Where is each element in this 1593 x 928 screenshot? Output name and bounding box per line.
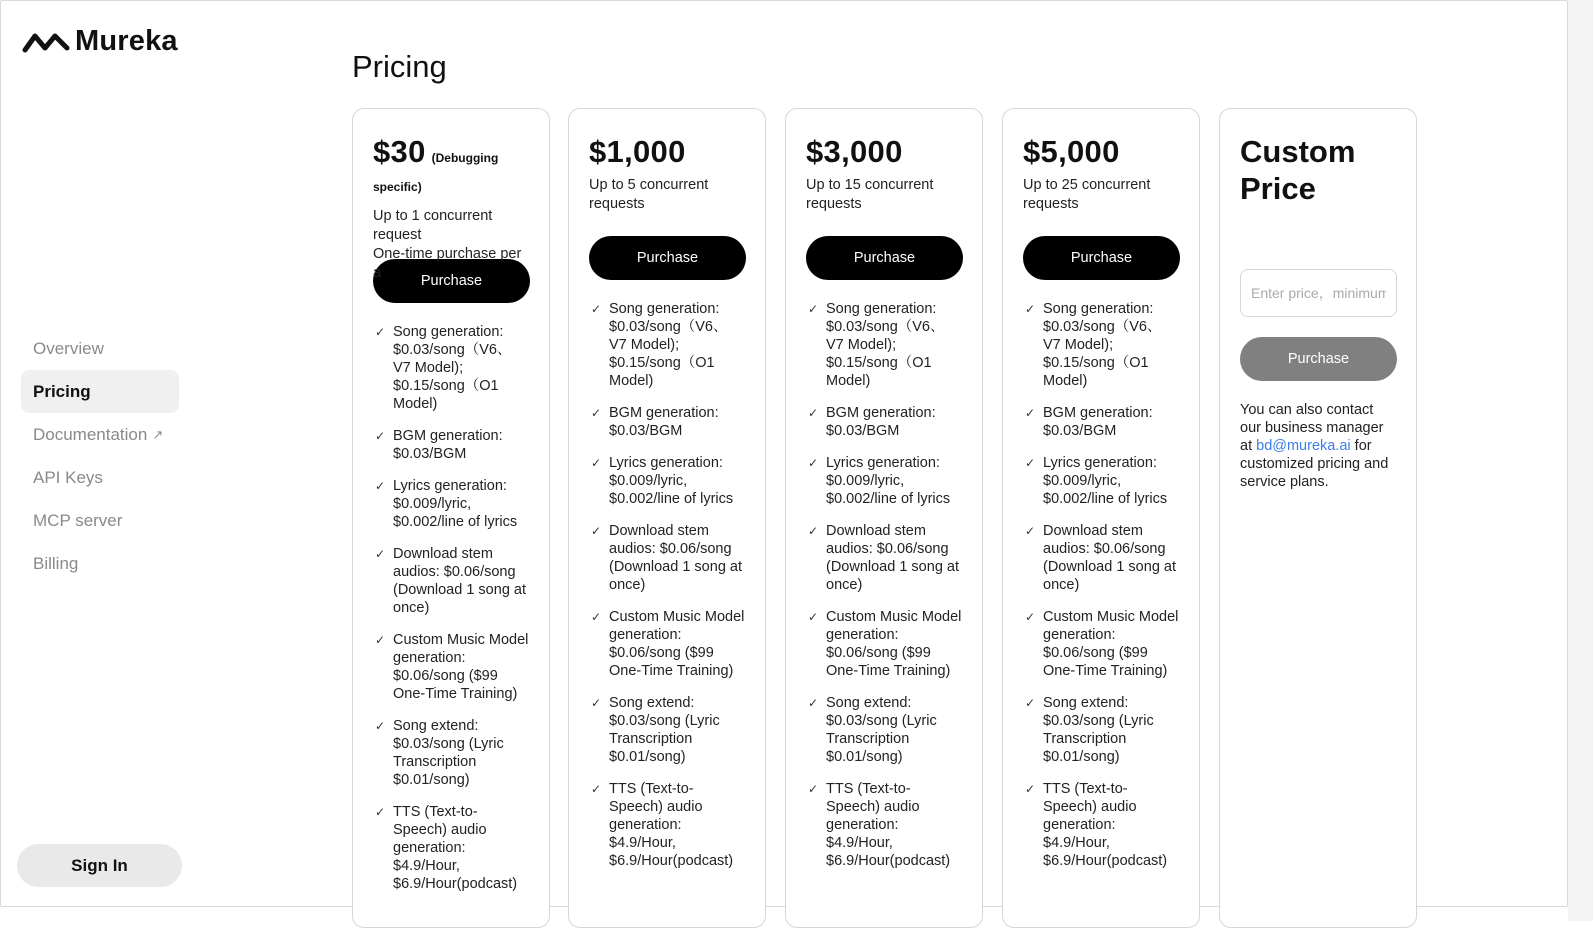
- feature-item: ✓ Lyrics generation: $0.009/lyric, $0.002/line of lyrics: [591, 455, 734, 508]
- feature-item: ✓ TTS (Text-to-Speech) audio generation: $4.9/Hour, $6.9/Hour(podcast): [1025, 781, 1168, 870]
- check-icon: ✓: [1025, 782, 1036, 797]
- page-title: Pricing: [352, 49, 447, 84]
- custom-price-title: Custom Price: [1240, 134, 1356, 206]
- check-icon: ✓: [375, 479, 386, 494]
- feature-item: ✓ BGM generation: $0.03/BGM: [808, 405, 936, 440]
- feature-item: ✓ BGM generation: $0.03/BGM: [591, 405, 719, 440]
- check-icon: ✓: [375, 805, 386, 820]
- feature-item: ✓ Lyrics generation: $0.009/lyric, $0.002/line of lyrics: [375, 478, 518, 531]
- plan-card-custom: [1219, 108, 1417, 928]
- feature-list: [589, 300, 745, 870]
- check-icon: ✓: [808, 456, 819, 471]
- purchase-button[interactable]: Purchase: [373, 259, 530, 303]
- feature-item: ✓ Song generation: $0.03/song（V6、V7 Model); $0.15/song（O1 Model): [1025, 301, 1162, 390]
- sidebar-item-billing[interactable]: [21, 542, 179, 585]
- check-icon: ✓: [375, 719, 386, 734]
- feature-item: ✓ Download stem audios: $0.06/song (Download 1 song at once): [808, 523, 959, 594]
- feature-item: ✓ Lyrics generation: $0.009/lyric, $0.002/line of lyrics: [1025, 455, 1168, 508]
- feature-item: ✓ Lyrics generation: $0.009/lyric, $0.002/line of lyrics: [808, 455, 951, 508]
- plan-card-5000: [1002, 108, 1200, 928]
- check-icon: ✓: [808, 782, 819, 797]
- check-icon: ✓: [375, 633, 386, 648]
- sidebar-item-api-keys[interactable]: [21, 456, 179, 499]
- sign-in-button[interactable]: Sign In: [17, 844, 182, 887]
- plan-price-note-2: specific): [373, 180, 422, 195]
- check-icon: ✓: [808, 696, 819, 711]
- plan-card-30: [352, 108, 550, 928]
- sidebar-nav: [21, 327, 179, 585]
- sidebar-item-label: API Keys: [33, 467, 103, 487]
- feature-item: ✓ Custom Music Model generation: $0.06/song ($99 One-Time Training): [1025, 609, 1179, 680]
- plan-price: $30 (Debugging: [373, 134, 499, 169]
- plan-card-3000: [785, 108, 983, 928]
- purchase-button[interactable]: Purchase: [806, 236, 963, 280]
- feature-item: ✓ Custom Music Model generation: $0.06/song ($99 One-Time Training): [375, 632, 529, 703]
- mureka-waveform-logo-icon: [23, 31, 71, 53]
- plan-price: $1,000: [589, 134, 686, 169]
- check-icon: ✓: [591, 524, 602, 539]
- check-icon: ✓: [591, 696, 602, 711]
- feature-item: ✓ TTS (Text-to-Speech) audio generation: $4.9/Hour, $6.9/Hour(podcast): [808, 781, 951, 870]
- sidebar-item-documentation[interactable]: [21, 413, 179, 456]
- sidebar-item-overview[interactable]: [21, 327, 179, 370]
- feature-item: ✓ Custom Music Model generation: $0.06/song ($99 One-Time Training): [808, 609, 962, 680]
- feature-list: [373, 323, 529, 893]
- feature-item: ✓ Download stem audios: $0.06/song (Download 1 song at once): [1025, 523, 1176, 594]
- plan-concurrency: Up to 15 concurrent requests: [806, 177, 934, 213]
- feature-list: [806, 300, 962, 870]
- check-icon: ✓: [1025, 406, 1036, 421]
- feature-item: ✓ BGM generation: $0.03/BGM: [1025, 405, 1153, 440]
- plan-price: $3,000: [806, 134, 903, 169]
- window-edge: [1568, 0, 1593, 921]
- check-icon: ✓: [375, 547, 386, 562]
- feature-item: ✓ Custom Music Model generation: $0.06/song ($99 One-Time Training): [591, 609, 745, 680]
- feature-item: ✓ Song extend: $0.03/song (Lyric Transcription $0.01/song): [1025, 695, 1154, 766]
- feature-item: ✓ Song extend: $0.03/song (Lyric Transcription $0.01/song): [591, 695, 720, 766]
- feature-item: ✓ Song generation: $0.03/song（V6、V7 Model); $0.15/song（O1 Model): [375, 324, 512, 413]
- feature-item: ✓ BGM generation: $0.03/BGM: [375, 428, 503, 463]
- check-icon: ✓: [591, 782, 602, 797]
- feature-item: ✓ Song extend: $0.03/song (Lyric Transcription $0.01/song): [808, 695, 937, 766]
- sidebar-item-label: Documentation: [33, 424, 148, 444]
- plan-price-note: (Debugging: [431, 151, 499, 165]
- feature-item: ✓ Song generation: $0.03/song（V6、V7 Model); $0.15/song（O1 Model): [591, 301, 728, 390]
- check-icon: ✓: [808, 524, 819, 539]
- check-icon: ✓: [591, 456, 602, 471]
- check-icon: ✓: [1025, 456, 1036, 471]
- feature-item: ✓ Song extend: $0.03/song (Lyric Transcription $0.01/song): [375, 718, 504, 789]
- brand-name: Mureka: [75, 25, 178, 57]
- contact-note: You can also contact our business manager at bd@mureka.ai for customized pricing and service plans.: [1240, 402, 1389, 490]
- check-icon: ✓: [591, 610, 602, 625]
- check-icon: ✓: [808, 302, 819, 317]
- sidebar-item-label: Overview: [33, 338, 104, 358]
- feature-item: ✓ TTS (Text-to-Speech) audio generation: $4.9/Hour, $6.9/Hour(podcast): [375, 804, 518, 893]
- sidebar-item-label: Billing: [33, 553, 79, 573]
- custom-purchase-button[interactable]: Purchase: [1240, 337, 1397, 381]
- sidebar-item-label: Pricing: [33, 381, 91, 401]
- plan-price: $5,000: [1023, 134, 1120, 169]
- sidebar-item-label: MCP server: [33, 510, 123, 530]
- check-icon: ✓: [591, 302, 602, 317]
- plan-concurrency: Up to 5 concurrent requests: [589, 177, 709, 213]
- check-icon: ✓: [1025, 524, 1036, 539]
- plan-concurrency: Up to 25 concurrent requests: [1023, 177, 1151, 213]
- sidebar-item-mcp-server[interactable]: [21, 499, 179, 542]
- sidebar-item-pricing[interactable]: [21, 370, 179, 413]
- feature-list: [1023, 300, 1179, 870]
- plan-onetime-note: One-time purchase per a: [373, 246, 522, 282]
- plan-card-1000: [568, 108, 766, 928]
- check-icon: ✓: [1025, 610, 1036, 625]
- check-icon: ✓: [1025, 696, 1036, 711]
- custom-price-input[interactable]: [1240, 269, 1397, 317]
- check-icon: ✓: [591, 406, 602, 421]
- purchase-button[interactable]: Purchase: [589, 236, 746, 280]
- check-icon: ✓: [808, 610, 819, 625]
- feature-item: ✓ Song generation: $0.03/song（V6、V7 Model); $0.15/song（O1 Model): [808, 301, 945, 390]
- check-icon: ✓: [375, 429, 386, 444]
- check-icon: ✓: [375, 325, 386, 340]
- contact-email-link[interactable]: bd@mureka.ai: [1256, 438, 1351, 454]
- feature-item: ✓ Download stem audios: $0.06/song (Download 1 song at once): [591, 523, 742, 594]
- plan-concurrency: Up to 1 concurrent request: [373, 208, 493, 244]
- purchase-button[interactable]: Purchase: [1023, 236, 1180, 280]
- brand-logo[interactable]: [23, 25, 178, 58]
- external-link-icon: ↗: [152, 426, 164, 442]
- feature-item: ✓ Download stem audios: $0.06/song (Download 1 song at once): [375, 546, 526, 617]
- check-icon: ✓: [1025, 302, 1036, 317]
- check-icon: ✓: [808, 406, 819, 421]
- feature-item: ✓ TTS (Text-to-Speech) audio generation: $4.9/Hour, $6.9/Hour(podcast): [591, 781, 734, 870]
